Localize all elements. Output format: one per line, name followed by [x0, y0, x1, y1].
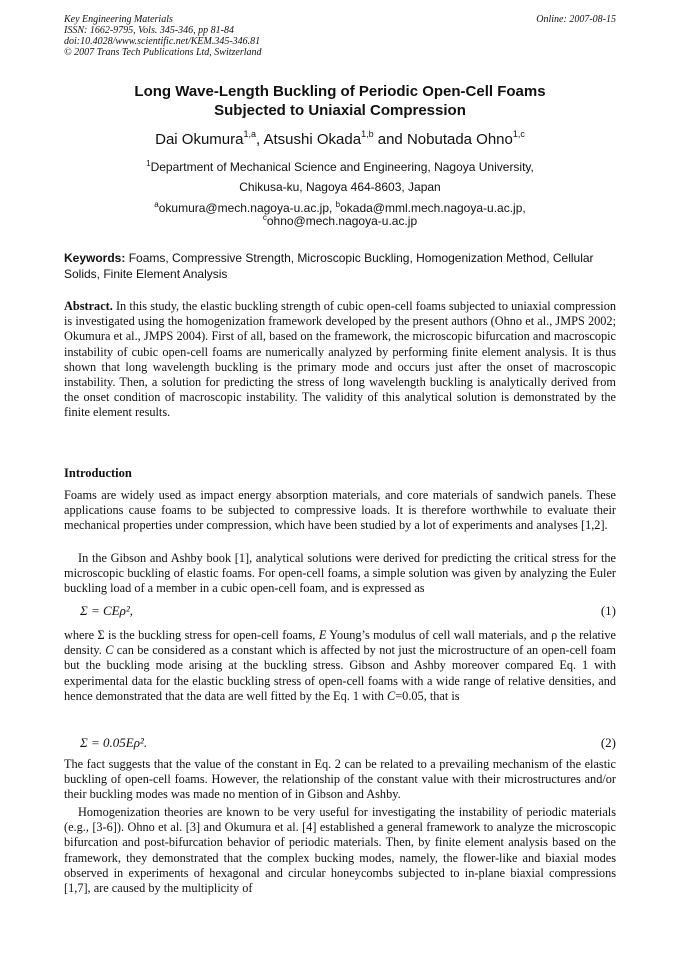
title-line-2: Subjected to Uniaxial Compression — [214, 102, 466, 119]
author-okada: Atsushi Okada — [263, 131, 362, 148]
journal-name: Key Engineering Materials — [64, 14, 173, 25]
abstract-text: In this study, the elastic buckling strength of cubic open-cell foams subjected to uniaxial compression is investigated using the homogenization framework developed by the present authors (Ohno et al., JMPS 2002; Okumura et al., JMPS 2004). First of all, based on the framework, the microscopic bifurcation and macroscopic instability of cubic open-cell foams are numerically analyzed by performing finite element analysis. It is thus shown that long wavelength buckling is the primary mode and occurs just after the onset of macroscopic instability. Then, a solution for predicting the stress of long wavelength buckling is analytically derived from the onset condition of macroscopic instability. The validity of this analytical solution is demonstrated by the finite element results. — [64, 299, 616, 420]
journal-header — [64, 14, 616, 58]
email-c-marker: c — [262, 213, 267, 222]
keywords-text: Foams, Compressive Strength, Microscopic Buckling, Homogenization Method, Cellular Solids, Finite Element Analysis — [64, 251, 594, 281]
author-ohno: Nobutada Ohno — [406, 131, 513, 148]
email-okumura[interactable]: okumura@mech.nagoya-u.ac.jp, — [158, 201, 336, 215]
equation-1 — [80, 603, 616, 619]
author-okumura: Dai Okumura — [155, 131, 244, 148]
intro-paragraph-1: Foams are widely used as impact energy absorption materials, and core materials of sandwich panels. These applications cause foams to be subjected to compressive loads. It is therefore worthwhile to evaluate their mechanical properties under compression, which have been studied by a lot of experiments and analyses [1,2]. — [64, 488, 616, 533]
email-b-marker: b — [335, 200, 341, 209]
issn-line: ISSN: 1662-9795, Vols. 345-346, pp 81-84 — [64, 25, 234, 36]
email-ohno[interactable]: ohno@mech.nagoya-u.ac.jp — [266, 214, 418, 228]
email-okada[interactable]: okada@mml.mech.nagoya-u.ac.jp, — [340, 201, 526, 215]
equation-1-expression: Σ = CEρ², — [80, 603, 133, 618]
p3-text-d: =0.05, that is — [395, 688, 460, 703]
author-okumura-affil: 1,a — [243, 129, 256, 139]
intro-paragraph-2: In the Gibson and Ashby book [1], analytical solutions were derived for predicting the critical stress for the microscopic buckling of elastic foams. For open-cell foams, a simple solution was given by analyzing the Euler buckling load of a member in a cubic open-cell foam, and is expressed as — [64, 551, 616, 596]
section-heading-introduction: Introduction — [64, 466, 132, 480]
equation-2-number: (2) — [600, 735, 616, 750]
affiliation-department: Department of Mechanical Science and Engineering, Nagoya University, — [150, 160, 534, 174]
affiliation-line-2: Chikusa-ku, Nagoya 464-8603, Japan — [239, 180, 441, 194]
email-line-2 — [64, 214, 616, 229]
intro-paragraph-5: Homogenization theories are known to be very useful for investigating the instability of periodic materials (e.g., [3-6]). Ohno et al. [3] and Okumura et al. [4] established a general framework to analyze the microscopic bifurcation and post-bifurcation behavior of periodic materials. Then, by finite element analysis based on the framework, they demonstrated that the complex bucking modes, namely, the flower-like and biaxial modes observed in experiments of hexagonal and circular honeycombs subjected to in-plane biaxial compressions [1,7], are caused by the multiplicity of — [64, 805, 616, 896]
author-separator: and — [373, 131, 407, 148]
p3-symbol-c: C — [105, 643, 114, 658]
author-ohno-affil: 1,c — [512, 129, 525, 139]
author-separator: , — [255, 131, 264, 148]
author-list — [64, 130, 616, 150]
title-line-1: Long Wave-Length Buckling of Periodic Open-Cell Foams — [134, 83, 546, 100]
online-date: Online: 2007-08-15 — [536, 14, 616, 25]
affiliation-line-1 — [64, 160, 616, 175]
keywords — [64, 250, 616, 282]
copyright-line: © 2007 Trans Tech Publications Ltd, Switzerland — [64, 47, 262, 58]
intro-paragraph-3 — [64, 628, 616, 704]
keywords-label: Keywords: — [64, 251, 126, 265]
p3-symbol-e: E — [318, 628, 327, 642]
paper-title — [64, 82, 616, 120]
affiliation-marker: 1 — [146, 159, 151, 168]
equation-2-expression: Σ = 0.05Eρ². — [80, 735, 148, 750]
equation-2 — [80, 735, 616, 751]
doi-line: doi:10.4028/www.scientific.net/KEM.345-346.81 — [64, 36, 261, 47]
abstract-label: Abstract. — [64, 299, 113, 313]
email-a-marker: a — [154, 200, 159, 209]
p3-text-c: can be considered as a constant which is affected by not just the microstructure of an open-cell foam but the buckling mode arising at the buckling stress. Gibson and Ashby moreover compared Eq. 1 with experimental data for the elastic buckling stress of open-cell foams with a wide range of relative densities, and hence demonstrated that the data are well fitted by the Eq. 1 with — [64, 643, 616, 703]
equation-1-number: (1) — [600, 603, 616, 618]
abstract — [64, 299, 616, 421]
intro-paragraph-4: The fact suggests that the value of the constant in Eq. 2 can be related to a prevailing mechanism of the elastic buckling of open-cell foams. However, the relationship of the constant value with their microstructures and/or their buckling modes was made no mention of in Gibson and Ashby. — [64, 757, 616, 802]
author-okada-affil: 1,b — [361, 129, 374, 139]
p3-text-a: where Σ is the buckling stress for open-cell foams, — [64, 628, 319, 642]
p3-text-b: Young’s modulus of cell wall materials, and ρ the relative density. — [64, 628, 616, 658]
p3-symbol-c2: C — [387, 688, 396, 703]
